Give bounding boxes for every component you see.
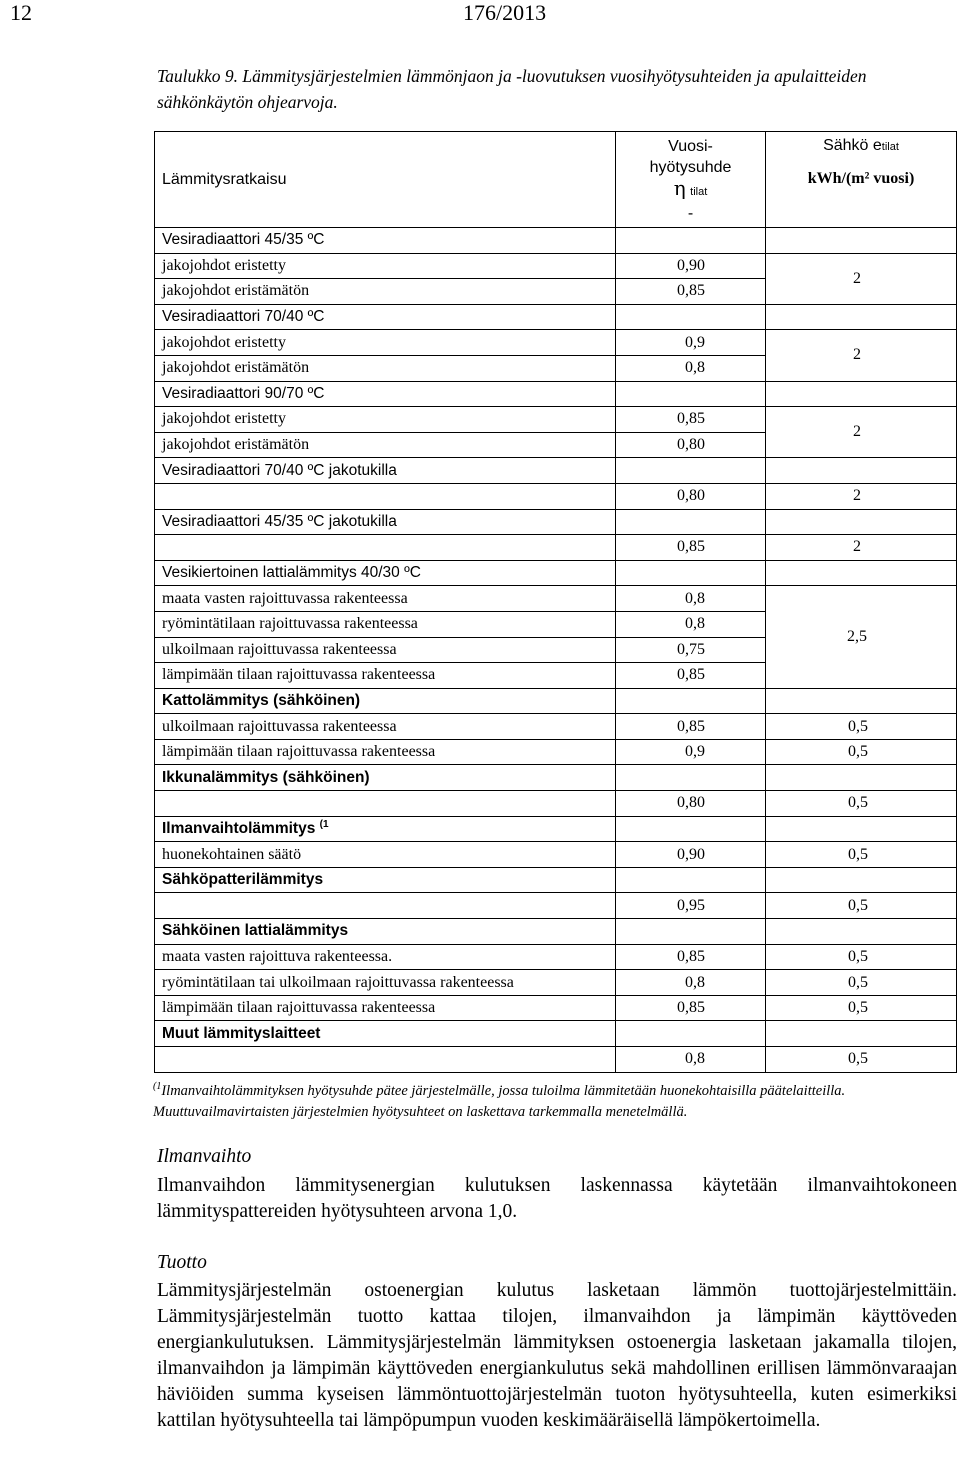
electricity-value: 2 [766,330,957,381]
header-eff-line2: hyötysuhde [649,158,732,176]
electricity-value: 0,5 [766,1047,957,1073]
efficiency-value: 0,85 [616,944,766,970]
eta-subscript: tilat [690,185,708,198]
row-label: lämpimään tilaan rajoittuvassa rakenteessa [155,995,616,1021]
group-label: Muut lämmityslaitteet [155,1021,616,1047]
group-label: Vesiradiaattori 45/35 ºC [155,228,616,254]
efficiency-value: 0,90 [616,842,766,868]
table-row [155,1047,957,1073]
group-label: Vesiradiaattori 70/40 ºC jakotukilla [155,458,616,484]
section-heading-ventilation: Ilmanvaihto [157,1146,252,1167]
efficiency-value: 0,8 [616,970,766,996]
table-row [155,253,957,279]
group-label [155,816,616,842]
electricity-value: 0,5 [766,944,957,970]
table-row [155,842,957,868]
table-row [155,1021,957,1047]
footnote-text: Ilmanvaihtolämmityksen hyötysuhde pätee järjestelmälle, jossa tuloilma lämmitetään huonekohtaisilla päätelaitteilla. Muuttuvailmavirtaisten järjestelmien hyötysuhteet on laskettava tarkemmalla menetelmällä. [153,1082,846,1120]
electricity-value: 2 [766,535,957,561]
document-number: 176/2013 [463,0,547,25]
table-row [155,304,957,330]
table-row [155,919,957,945]
efficiency-value: 0,85 [616,995,766,1021]
table-row [155,330,957,356]
table-row [155,714,957,740]
row-label: ryömintätilaan tai ulkoilmaan rajoittuvassa rakenteessa [155,970,616,996]
row-label: jakojohdot eristetty [155,330,616,356]
electricity-value: 0,5 [766,995,957,1021]
table-header-row [155,132,957,228]
row-label: jakojohdot eristämätön [155,432,616,458]
eta-symbol: η [673,175,686,200]
table-footnote [153,1076,956,1123]
group-label: Vesiradiaattori 90/70 ºC [155,381,616,407]
efficiency-value: 0,85 [616,663,766,689]
table-row [155,228,957,254]
table-row [155,944,957,970]
row-label: maata vasten rajoittuva rakenteessa. [155,944,616,970]
efficiency-value: 0,80 [616,791,766,817]
paragraph-ventilation: Ilmanvaihdon lämmitysenergian kulutuksen laskennassa käytetään ilmanvaihtokoneen lämmityspattereiden hyötysuhteen arvona 1,0. [157,1175,957,1222]
efficiency-value: 0,80 [616,483,766,509]
table-row [155,739,957,765]
efficiency-value: 0,9 [616,330,766,356]
efficiency-value: 0,90 [616,253,766,279]
efficiency-value: 0,85 [616,535,766,561]
group-label: Vesiradiaattori 70/40 ºC [155,304,616,330]
efficiency-value: 0,8 [616,611,766,637]
header-eff-unit: - [687,204,694,222]
table-row [155,688,957,714]
group-label: Vesiradiaattori 45/35 ºC jakotukilla [155,509,616,535]
row-label: jakojohdot eristämätön [155,279,616,305]
table-row [155,535,957,561]
table-caption: Taulukko 9. Lämmitysjärjestelmien lämmönjaon ja -luovutuksen vuosihyötysuhteiden ja apulaitteiden sähkönkäytön ohjearvoja. [157,66,867,112]
row-label: huonekohtainen säätö [155,842,616,868]
efficiency-value: 0,9 [616,739,766,765]
table-row [155,995,957,1021]
row-label: ryömintätilaan rajoittuvassa rakenteessa [155,611,616,637]
header-elec-line1: Sähkö e [823,137,882,154]
table-row [155,560,957,586]
group-label: Vesikiertoinen lattialämmitys 40/30 ºC [155,560,616,586]
row-label: lämpimään tilaan rajoittuvassa rakenteessa [155,739,616,765]
electricity-value: 2 [766,407,957,458]
row-label: maata vasten rajoittuvassa rakenteessa [155,586,616,612]
group-label: Sähköpatterilämmitys [155,867,616,893]
electricity-value: 2 [766,483,957,509]
table-row [155,816,957,842]
electricity-value: 0,5 [766,791,957,817]
footnote-marker: (1 [153,1081,162,1092]
table-row [155,893,957,919]
electricity-value: 0,5 [766,842,957,868]
efficiency-value: 0,85 [616,714,766,740]
table-row [155,970,957,996]
efficiency-value: 0,75 [616,637,766,663]
row-label: jakojohdot eristetty [155,253,616,279]
efficiency-value: 0,95 [616,893,766,919]
electricity-value: 0,5 [766,739,957,765]
header-elec-unit: kWh/(m² vuosi) [807,170,915,187]
heating-efficiency-table [154,131,957,1073]
group-label-text: Ilmanvaihtolämmitys [162,820,316,838]
row-label: ulkoilmaan rajoittuvassa rakenteessa [155,714,616,740]
table-row [155,483,957,509]
electricity-value: 2 [766,253,957,304]
row-label: lämpimään tilaan rajoittuvassa rakenteessa [155,663,616,689]
header-electricity [766,132,957,228]
table-row [155,381,957,407]
group-label: Sähköinen lattialämmitys [155,919,616,945]
electricity-value: 2,5 [766,586,957,688]
efficiency-value: 0,8 [616,355,766,381]
page-number: 12 [10,0,32,25]
efficiency-value: 0,80 [616,432,766,458]
header-annual-efficiency [616,132,766,228]
row-label: jakojohdot eristetty [155,407,616,433]
section-heading-production: Tuotto [157,1252,207,1273]
footnote-marker: (1 [319,819,329,831]
table-row [155,509,957,535]
table-row [155,586,957,612]
group-label: Kattolämmitys (sähköinen) [155,688,616,714]
header-eff-line1: Vuosi- [668,137,713,155]
efficiency-value: 0,8 [616,1047,766,1073]
paragraph-production: Lämmitysjärjestelmän ostoenergian kulutus lasketaan lämmön tuottojärjestelmittäin. Lämmitysjärjestelmän tuotto kattaa tilojen, ilmanvaihdon ja lämpimän käyttöveden energiankulutuksen. Lämmitysjärjestelmän lämmityksen ostoenergia lasketaan jakamalla tilojen, ilmanvaihdon ja lämpimän käyttöveden energiankulutus sekä mahdollinen erillisen lämmönvaraajan häviöiden summa kyseisen lämmöntuottojärjestelmän tuoton hyötysuhteella, kuten esimerkiksi kattilan hyötysuhteella tai lämpöpumpun vuoden keskimääräisellä lämpökertoimella. [157,1280,957,1431]
group-label: Ikkunalämmitys (sähköinen) [155,765,616,791]
header-heating-solution: Lämmitysratkaisu [155,132,616,228]
efficiency-value: 0,8 [616,586,766,612]
row-label: ulkoilmaan rajoittuvassa rakenteessa [155,637,616,663]
header-elec-subscript: tilat [881,141,899,153]
table-row [155,458,957,484]
table-row [155,407,957,433]
efficiency-value: 0,85 [616,407,766,433]
table-row [155,791,957,817]
table-row [155,765,957,791]
table-row [155,867,957,893]
electricity-value: 0,5 [766,970,957,996]
efficiency-value: 0,85 [616,279,766,305]
electricity-value: 0,5 [766,893,957,919]
row-label: jakojohdot eristämätön [155,355,616,381]
electricity-value: 0,5 [766,714,957,740]
